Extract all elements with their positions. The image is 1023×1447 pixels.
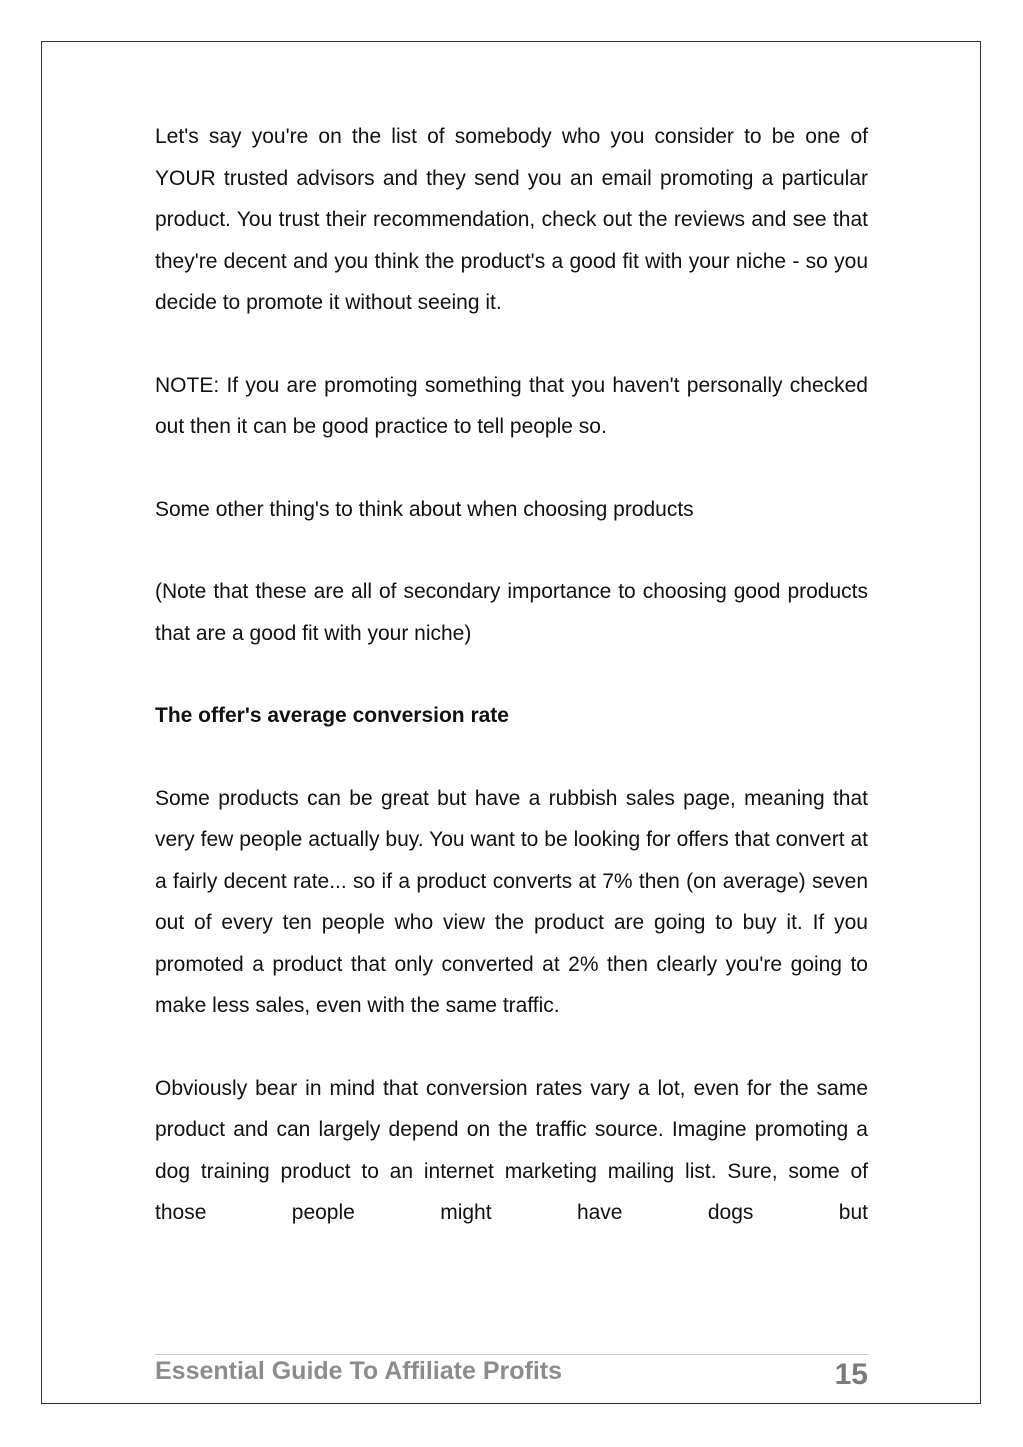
paragraph-secondary-importance: (Note that these are all of secondary importance to choosing good products that are a good fit with your niche): [155, 580, 868, 645]
paragraph-trusted-advisors: Let's say you're on the list of somebody who you consider to be one of YOUR trusted advisors and they send you an email promoting a particular product. You trust their recommendation, check out the reviews and see that they're decent and you think the product's a good fit with your niche - so you decide to promote it without seeing it.: [155, 125, 868, 314]
paragraph-other-things: Some other thing's to think about when choosing products: [155, 497, 694, 521]
page-body: [155, 116, 868, 1234]
footer-title: Essential Guide To Affiliate Profits: [155, 1357, 563, 1385]
paragraph-conversion-rate: Some products can be great but have a rubbish sales page, meaning that very few people actually buy. You want to be looking for offers that convert at a fairly decent rate... so if a product converts at 7% then (on average) seven out of every ten people who view the product are going to buy it. If you promoted a product that only converted at 2% then clearly you're going to make less sales, even with the same traffic.: [155, 786, 868, 1017]
paragraph-traffic-source: Obviously bear in mind that conversion rates vary a lot, even for the same product and can largely depend on the traffic source. Imagine promoting a dog training product to an internet marketing mailing list. Sure, some of those people might have dogs but: [155, 1076, 868, 1224]
paragraph-note: NOTE: If you are promoting something that you haven't personally checked out then it can be good practice to tell people so.: [155, 373, 868, 438]
section-heading: The offer's average conversion rate: [155, 704, 509, 727]
footer-divider: [155, 1354, 868, 1355]
page-number: 15: [834, 1358, 868, 1391]
